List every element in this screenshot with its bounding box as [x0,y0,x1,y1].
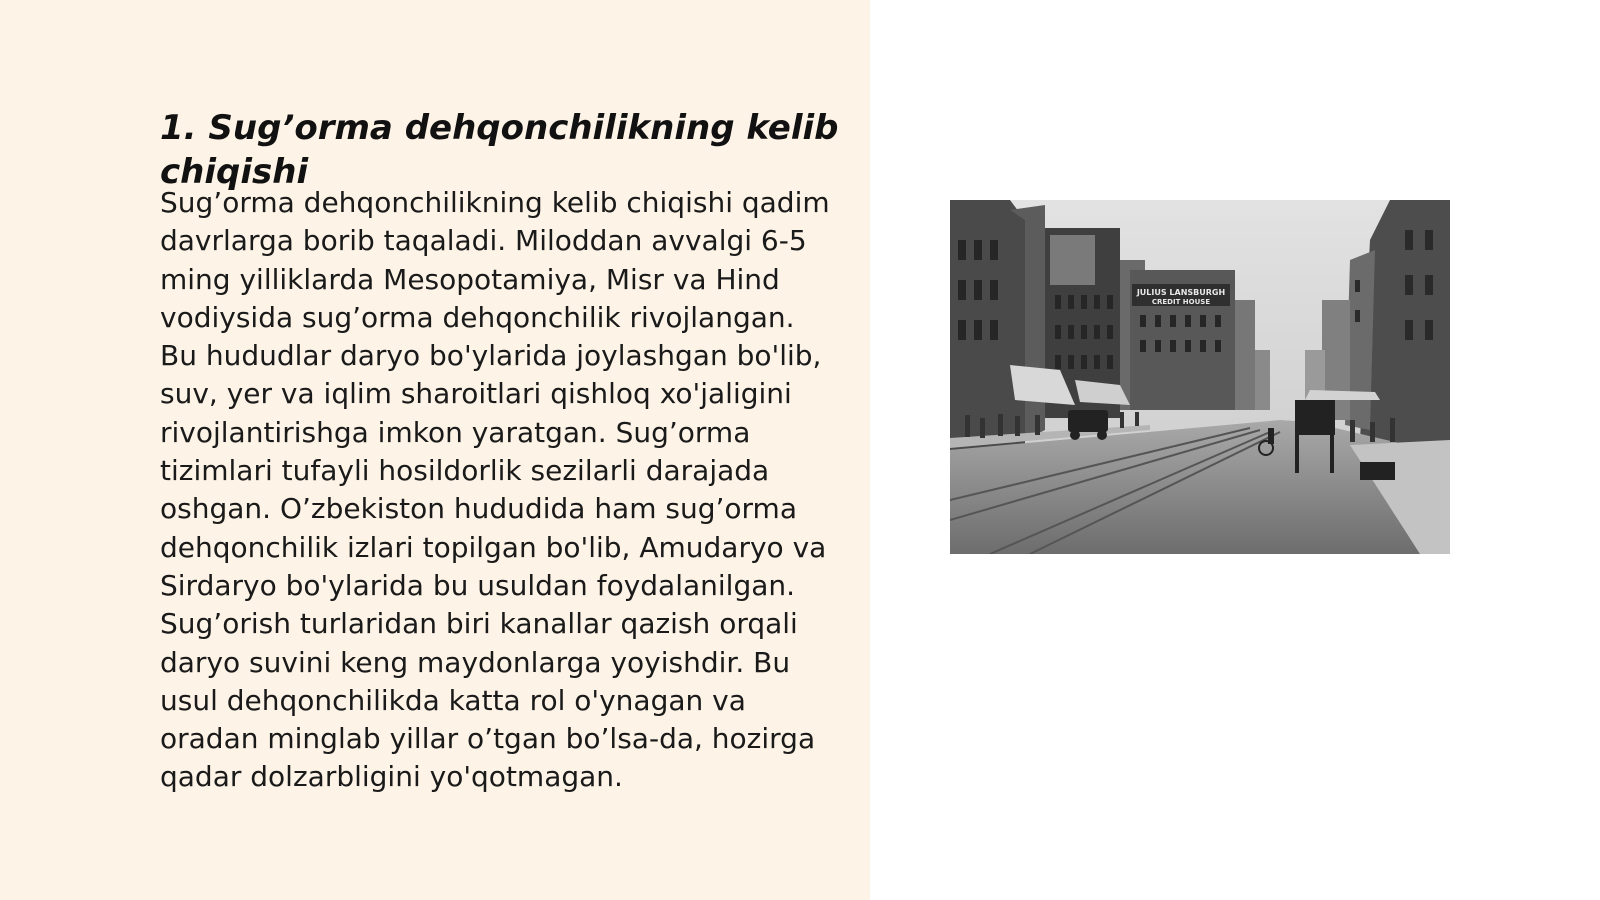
slide-title: 1. Sug’orma dehqonchilikning kelib chiqishi [160,108,839,192]
slide-body-text: Sug’orma dehqonchilikning kelib chiqishi qadim davrlarga borib taqaladi. Miloddan avvalgi 6-5 ming yilliklarda Mesopotamiya, Misr va Hind vodiysida sug’orma dehqonchilik rivojlangan. Bu hududlar daryo bo'ylarida joylashgan bo'lib, suv, yer va iqlim sharoitlari qishloq xo'jaligini rivojlantirishga imkon yaratgan. Sug’orma tizimlari tufayli hosildorlik sezilarli darajada oshgan. O’zbekiston hududida ham sug’orma dehqonchilik izlari topilgan bo'lib, Amudaryo va Sirdaryo bo'ylarida bu usuldan foydalanilgan. Sug’orish turlaridan biri kanallar qazish orqali daryo suvini keng maydonlarga yoyishdir. Bu usul dehqonchilikda katta rol o'ynagan va oradan minglab yillar o’tgan bo’lsa-da, hozirga qadar dolzarbligini yo'qotmagan. [160,186,830,794]
sign-text-2: CREDIT HOUSE [1151,298,1211,306]
street-photo [950,200,1450,554]
sign-text-1: JULIUS LANSBURGH [1136,288,1226,297]
